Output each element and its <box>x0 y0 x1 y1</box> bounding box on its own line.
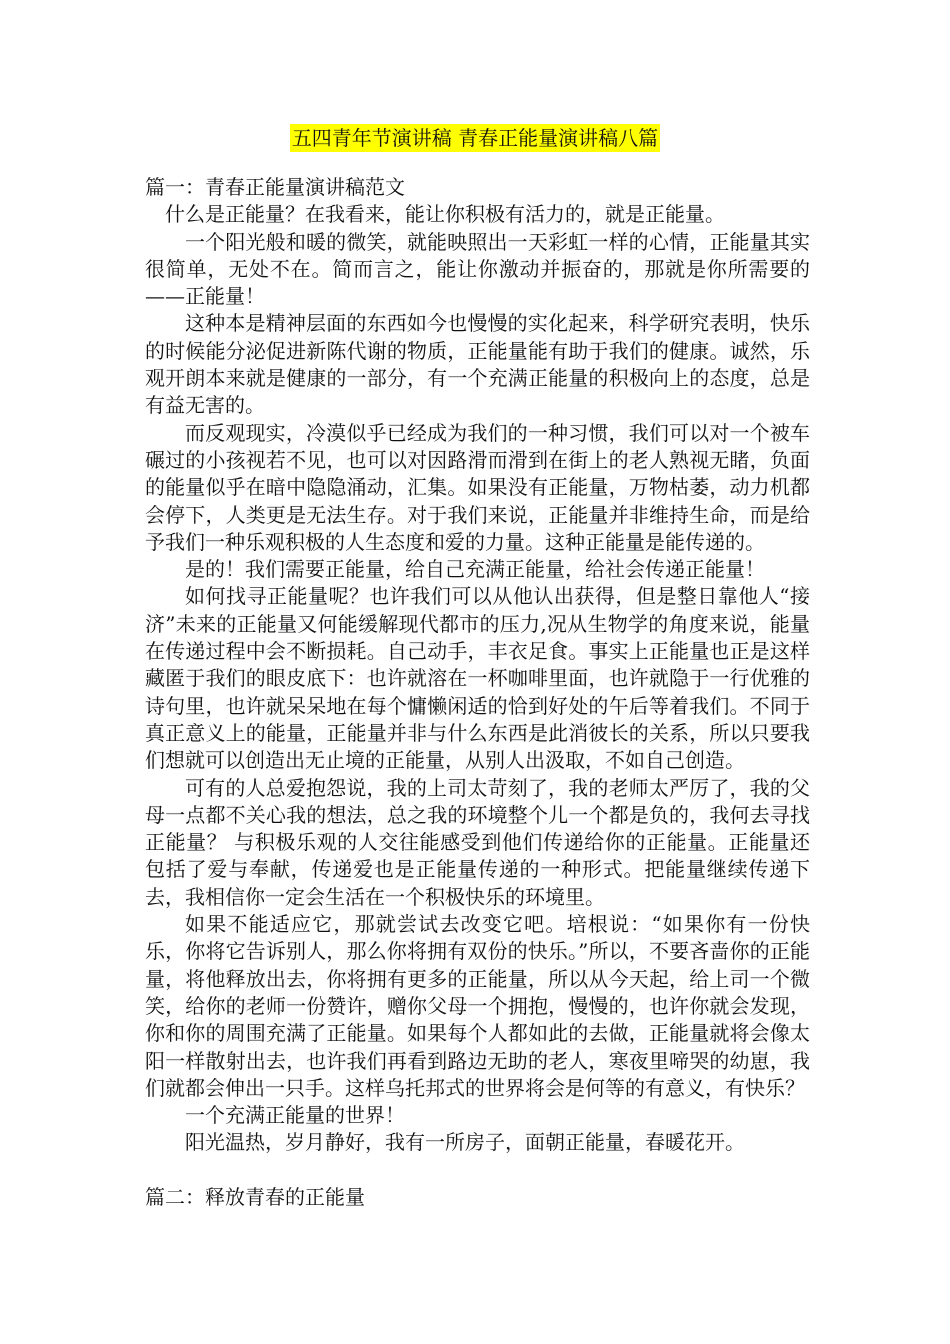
paragraph-1: 什么是正能量？在我看来，能让你积极有活力的，就是正能量。 <box>165 202 725 227</box>
paragraph-4: 而反观现实，冷漠似乎已经成为我们的一种习惯，我们可以对一个被车碾过的小孩视若不见，也可以对因路滑而滑到在街上的老人熟视无睹，负面的能量似乎在暗中隐隐涌动，汇集。如果没有正能量，万物枯萎，动力机都会停下，人类更是无法生存。对于我们来说，正能量并非维持生命，而是给予我们一种乐观积极的人生态度和爱的力量。这种正能量是能传递的。 <box>145 420 810 554</box>
document-title: 五四青年节演讲稿 青春正能量演讲稿八篇 <box>291 126 659 150</box>
paragraph-8: 如果不能适应它，那就尝试去改变它吧。培根说：“如果你有一份快乐，你将它告诉别人，那么你将拥有双份的快乐。”所以，不要吝啬你的正能量，将他释放出去，你将拥有更多的正能量，所以从今天起，给上司一个微笑，给你的老师一份赞许，赠你父母一个拥抱，慢慢的，也许你就会发现，你和你的周围充满了正能量。如果每个人都如此的去做，正能量就将会像太阳一样散射出去，也许我们再看到路边无助的老人，寒夜里啼哭的幼崽，我们就都会伸出一只手。这样乌托邦式的世界将会是何等的有意义，有快乐？ <box>145 912 810 1100</box>
section-gap <box>145 1157 810 1184</box>
paragraph-9: 一个充满正能量的世界！ <box>185 1103 405 1128</box>
paragraph-7: 可有的人总爱抱怨说，我的上司太苛刻了，我的老师太严厉了，我的父母一点都不关心我的想法，总之我的环境整个儿一个都是负的，我何去寻找正能量？ 与积极乐观的人交往能感受到他们传递给你的正能量。正能量还包括了爱与奉献，传递爱也是正能量传递的一种形式。把能量继续传递下去，我相信你一定会生活在一个积极快乐的环境里。 <box>145 775 810 909</box>
section-heading-2: 篇二：释放青春的正能量 <box>145 1184 365 1209</box>
section-heading-1: 篇一：青春正能量演讲稿范文 <box>145 175 405 199</box>
document-body <box>145 174 810 1211</box>
paragraph-2: 一个阳光般和暖的微笑，就能映照出一天彩虹一样的心情，正能量其实很简单，无处不在。简而言之，能让你激动并振奋的，那就是你所需要的——正能量！ <box>145 229 810 309</box>
paragraph-10: 阳光温热，岁月静好，我有一所房子，面朝正能量，春暖花开。 <box>185 1130 745 1155</box>
paragraph-3: 这种本是精神层面的东西如今也慢慢的实化起来，科学研究表明，快乐的时候能分泌促进新陈代谢的物质，正能量能有助于我们的健康。诚然，乐观开朗本来就是健康的一部分，有一个充满正能量的积极向上的态度，总是有益无害的。 <box>145 311 810 418</box>
paragraph-5: 是的！我们需要正能量，给自己充满正能量，给社会传递正能量！ <box>185 557 765 582</box>
paragraph-6: 如何找寻正能量呢？也许我们可以从他认出获得，但是整日靠他人“接济”未来的正能量又何能缓解现代都市的压力,况从生物学的角度来说，能量在传递过程中会不断损耗。自己动手，丰衣足食。事实上正能量也正是这样藏匿于我们的眼皮底下：也许就溶在一杯咖啡里面，也许就隐于一行优雅的诗句里，也许就呆呆地在每个慵懒闲适的恰到好处的午后等着我们。不同于真正意义上的能量，正能量并非与什么东西是此消彼长的关系，所以只要我们想就可以创造出无止境的正能量，从别人出汲取，不如自己创造。 <box>145 584 810 773</box>
title-block <box>0 124 950 152</box>
